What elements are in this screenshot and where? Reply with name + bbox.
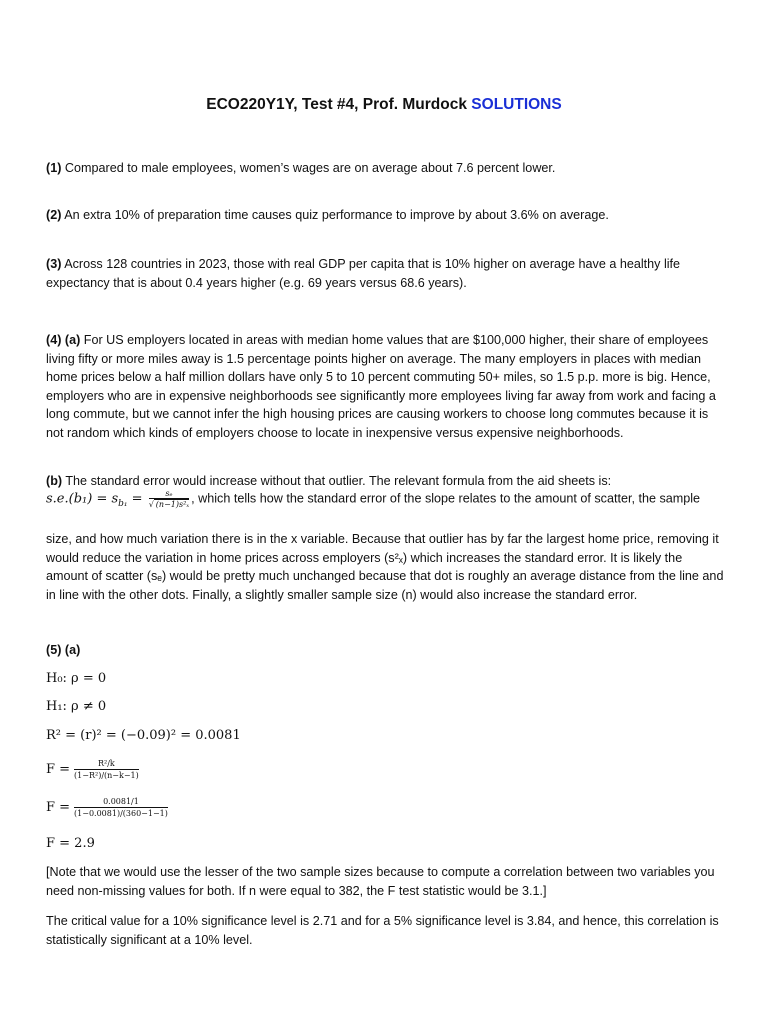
- page-title: [0, 96, 768, 114]
- f-formula-line: [46, 759, 139, 780]
- f-formula-numerator: R²/k: [74, 759, 139, 770]
- answer-4b-body: [46, 530, 726, 604]
- alternative-hypothesis: H₁: ρ ≠ 0: [46, 699, 107, 714]
- answer-1: [46, 159, 726, 178]
- se-fraction-denominator: √ (n−1)s²ₓ: [148, 500, 190, 509]
- answer-3-label: (3): [46, 257, 62, 271]
- answer-5a-label: (5) (a): [46, 643, 81, 657]
- answer-4a-text: For US employers located in areas with median home values that are $100,000 higher, their share of employees living fifty or more miles away is 1.5 percentage points higher on average. The many employers in places with median home prices below a half million dollars have only 5 to 10 percent commuting 50+ miles, so 1.5 p.p. more is big. Hence, employers who are in expensive neighborhoods see significantly more employees living far away from work and facing a long commute, but we cannot infer the high housing prices are causing workers to choose long commutes because it is not random which kinds of employers choose to locate in inexpensive versus expensive neighborhoods.: [46, 333, 716, 440]
- f-substitution-numerator: 0.0081/1: [74, 797, 168, 808]
- se-formula-lhs: s.e.(b₁) = s: [46, 491, 119, 507]
- answer-5a-conclusion-text: The critical value for a 10% significance level is 2.71 and for a 5% significance level is 3.84, and hence, this correlation is statistically significant at a 10% level.: [46, 914, 719, 947]
- null-hypothesis: H₀: ρ = 0: [46, 671, 107, 686]
- se-fraction: [149, 489, 189, 509]
- title-solutions: SOLUTIONS: [471, 96, 562, 113]
- f-substitution-line: [46, 797, 168, 818]
- answer-4b-text: size, and how much variation there is in the x variable. Because that outlier has by far the largest home price, removing it would reduce the variation in home prices across employers (s²ₓ) which increases the standard error. It is likely the amount of scatter (sₑ) would be pretty much unchanged because that dot is roughly an average distance from the line and in line with the other dots. Finally, a slightly smaller sample size (n) would also increase the standard error.: [46, 532, 724, 602]
- se-formula-sub: b₁: [118, 498, 128, 509]
- f-formula-lhs: F =: [46, 762, 71, 777]
- answer-5a-label-line: [46, 641, 726, 660]
- standard-error-formula-line: [46, 489, 700, 509]
- f-substitution-lhs: F =: [46, 800, 71, 815]
- f-formula-fraction: [74, 759, 139, 780]
- answer-4b-label: (b): [46, 474, 63, 488]
- answer-5a-note-text: [Note that we would use the lesser of the two sample sizes because to compute a correlation between two variables you need non-missing values for both. If n were equal to 382, the F test statistic would be 3.1.]: [46, 865, 715, 898]
- answer-3-text: Across 128 countries in 2023, those with real GDP per capita that is 10% higher on average have a healthy life expectancy that is about 0.4 years higher (e.g. 69 years versus 68.6 years).: [46, 257, 681, 290]
- se-fraction-numerator: sₑ: [149, 489, 189, 499]
- f-substitution-denominator: (1−0.0081)/(360−1−1): [74, 809, 168, 818]
- answer-2-text: An extra 10% of preparation time causes quiz performance to improve by about 3.6% on average.: [61, 208, 609, 222]
- r-squared-line: R² = (r)² = (−0.09)² = 0.0081: [46, 728, 241, 743]
- answer-5a-conclusion: [46, 912, 726, 949]
- answer-5a-note: [46, 863, 726, 900]
- answer-2: [46, 206, 726, 225]
- answer-1-text: Compared to male employees, women’s wages are on average about 7.6 percent lower.: [61, 161, 556, 175]
- answer-2-label: (2): [46, 208, 62, 222]
- title-main: ECO220Y1Y, Test #4, Prof. Murdock: [206, 96, 472, 113]
- f-result-line: F = 2.9: [46, 836, 95, 851]
- se-after-formula: , which tells how the standard error of the slope relates to the amount of scatter, the sample: [191, 491, 701, 506]
- answer-4b-intro-text: The standard error would increase without that outlier. The relevant formula from the aid sheets is:: [62, 474, 612, 488]
- se-formula-eq: =: [127, 491, 147, 507]
- answer-4a-label: (4) (a): [46, 333, 81, 347]
- answer-4a: [46, 331, 726, 443]
- answer-4b-intro: [46, 472, 726, 491]
- f-formula-denominator: (1−R²)/(n−k−1): [74, 771, 139, 780]
- answer-3: [46, 255, 726, 292]
- se-sqrt-content: (n−1)s²ₓ: [155, 500, 190, 509]
- answer-1-label: (1): [46, 161, 62, 175]
- f-substitution-fraction: [74, 797, 168, 818]
